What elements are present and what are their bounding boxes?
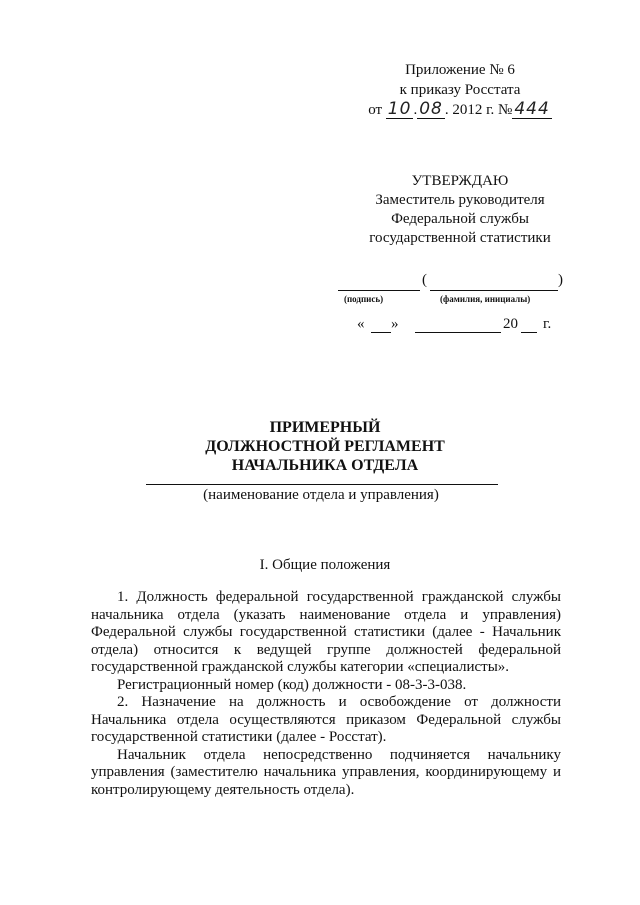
appendix-date-line <box>360 100 560 120</box>
name-blank <box>430 290 558 291</box>
close-paren: ) <box>558 272 563 288</box>
date-prefix: от <box>368 102 383 118</box>
paragraph: 1. Должность федеральной государственной гражданской службы начальника отдела (указать наименование отдела и управления) Федеральной службы государственной статистики (далее - Начальник отдела) относится к ведущей группе должностей федеральной государственной гражданской службы категории «специалисты». <box>91 589 561 675</box>
date-separator: . <box>413 102 418 118</box>
paragraph: Регистрационный номер (код) должности - 08-3-3-038. <box>117 676 467 693</box>
month-blank <box>415 332 501 333</box>
appendix-number: Приложение № 6 <box>405 62 515 78</box>
date-year: . 2012 г. <box>444 102 495 118</box>
signature-row <box>336 274 566 294</box>
handwritten-day: 10 <box>387 99 412 119</box>
number-prefix: № <box>498 102 513 118</box>
signature-captions <box>338 294 568 308</box>
paragraph: 2. Назначение на должность и освобождение от должности Начальника отдела осуществляются приказом Федеральной службы государственной статистики (далее - Росстат). <box>91 694 561 745</box>
year-blank <box>521 332 537 333</box>
handwritten-month: 08 <box>419 99 443 119</box>
appendix-header <box>360 60 560 120</box>
approval-position-line3: государственной статистики <box>369 230 551 246</box>
title-line2: ДОЛЖНОСТНОЙ РЕГЛАМЕНТ <box>205 438 445 455</box>
document-title <box>140 418 510 475</box>
year-suffix: г. <box>543 316 552 332</box>
department-caption: (наименование отдела и управления) <box>203 487 439 503</box>
handwritten-order-number: 444 <box>514 99 550 119</box>
department-blank-line <box>146 484 498 485</box>
signature-blank <box>338 290 420 291</box>
name-caption: (фамилия, инициалы) <box>440 294 531 304</box>
title-line1: ПРИМЕРНЫЙ <box>269 419 381 436</box>
title-line3: НАЧАЛЬНИКА ОТДЕЛА <box>231 457 419 474</box>
approval-position-line1: Заместитель руководителя <box>375 192 545 208</box>
approval-heading: УТВЕРЖДАЮ <box>411 173 509 189</box>
body-text <box>91 589 561 799</box>
quote-open: « <box>357 316 365 332</box>
signature-caption: (подпись) <box>344 294 384 304</box>
paragraph: Начальник отдела непосредственно подчиняется начальнику управления (заместителю начальника управления, координирующему и контролирующему деятельность отдела). <box>91 746 561 798</box>
year-prefix: 20 <box>503 316 518 332</box>
open-paren: ( <box>422 272 427 288</box>
section-heading: I. Общие положения <box>259 557 391 573</box>
appendix-order-ref: к приказу Росстата <box>399 82 521 98</box>
approval-block <box>330 172 590 248</box>
quote-close: » <box>391 316 399 332</box>
approval-position-line2: Федеральной службы <box>391 211 529 227</box>
day-blank <box>371 332 391 333</box>
approval-date-row <box>357 316 557 336</box>
